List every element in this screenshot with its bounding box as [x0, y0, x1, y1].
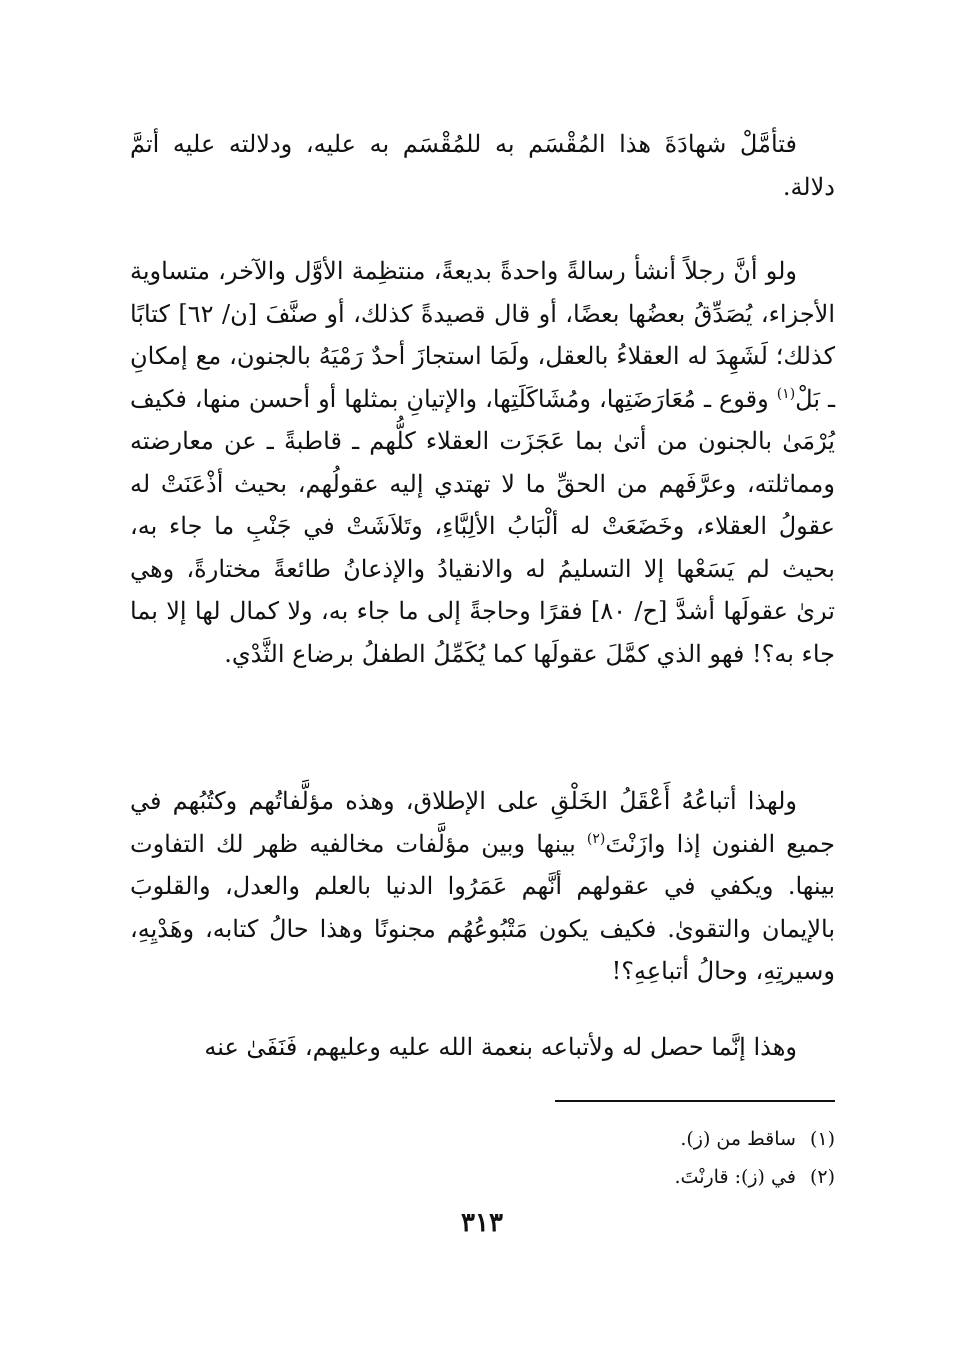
footnote-2-text: في (ز): قارنْتَ. [674, 1166, 796, 1188]
footnote-1-text: ساقط من (ز). [680, 1128, 796, 1150]
paragraph-3-part-2: بينها وبين مؤلَّفات مخالفيه ظهر لك التفاوت بينها. ويكفي في عقولهم أنَّهم عَمَرُوا الدنيا بالعلم والعدل، والقلوبَ بالإيمان والتقوىٰ. فكيف يكون مَتْبُوعُهُم مجنونًا وهذا حالُ كتابه، وهَدْيِهِ، وسيرتِهِ، وحالُ أتباعِهِ؟! [130, 829, 835, 985]
paragraph-2-part-1: ولو أنَّ رجلاً أنشأ رسالةً واحدةً بديعةً، منتظِمة الأوَّل والآخر، متساوية الأجزاء، يُصَدِّقُ بعضُها بعضًا، أو قال قصيدةً كذلك، أو صنَّفَ [ن/ ٦٢] كتابًا كذلك؛ لَشَهِدَ له العقلاءُ بالعقل، ولَمَا استجازَ أحدٌ رَمْيَهُ بالجنون، مع إمكانِ ـ بَلْ [130, 257, 836, 413]
paragraph-3-part-1: ولهذا أتباعُهُ أَعْقَلُ الخَلْقِ على الإطلاق، وهذه مؤلَّفاتُهم وكتُبُهم في جميع الفنون إذا وازَنْتَ [130, 787, 835, 858]
paragraph-3 [130, 780, 835, 993]
footnotes [130, 1120, 835, 1196]
footnote-2 [130, 1158, 835, 1196]
footnote-1 [130, 1120, 835, 1158]
paragraph-1: فتأمَّلْ شهادَةَ هذا المُقْسَم به للمُقْسَم به عليه، ودلالته عليه أتمَّ دلالة. [130, 130, 835, 201]
footnote-2-number: (٢) [809, 1166, 835, 1188]
paragraph-1-block [130, 123, 835, 208]
paragraph-2-block [130, 250, 835, 675]
footnote-1-number: (١) [809, 1128, 835, 1150]
footnote-divider [555, 1100, 835, 1102]
paragraph-4: وهذا إنَّما حصل له ولأتباعه بنعمة الله عليه وعليهم، فَنَفَىٰ عنه [204, 1033, 797, 1061]
paragraph-4-block [130, 1026, 835, 1069]
footnote-ref-2: (٢) [586, 830, 606, 847]
paragraph-2-part-2: وقوع ـ مُعَارَضَتِها، ومُشَاكَلَتِها، والإتيانِ بمثلها أو أحسن منها، فكيف يُرْمَىٰ بالجنون من أتىٰ بما عَجَزَت العقلاء كلُّهم ـ قاطبةً ـ عن معارضته ومماثلته، وعرَّفَهم من الحقِّ ما لا تهتدي إليه عقولُهم، بحيث أذْعَنَتْ له عقولُ العقلاء، وخَضَعَتْ له ألْبَابُ الألِبَّاءِ، وتَلاَشَتْ في جَنْبِ ما جاء به، بحيث لم يَسَعْها إلا التسليمُ له والانقيادُ والإذعانُ طائعةً مختارةً، وهي ترىٰ عقولَها أشدَّ [ح/ ٨٠] فقرًا وحاجةً إلى ما جاء به، ولا كمال لها إلا بما جاء به؟! فهو الذي كمَّلَ عقولَها كما يُكَمِّلُ الطفلُ برضاع الثَّدْي. [130, 384, 835, 668]
paragraph-3-block [130, 780, 835, 993]
paragraph-2 [130, 250, 835, 675]
footnote-ref-1: (١) [776, 385, 796, 402]
page-number: ٣١٣ [461, 1208, 503, 1238]
